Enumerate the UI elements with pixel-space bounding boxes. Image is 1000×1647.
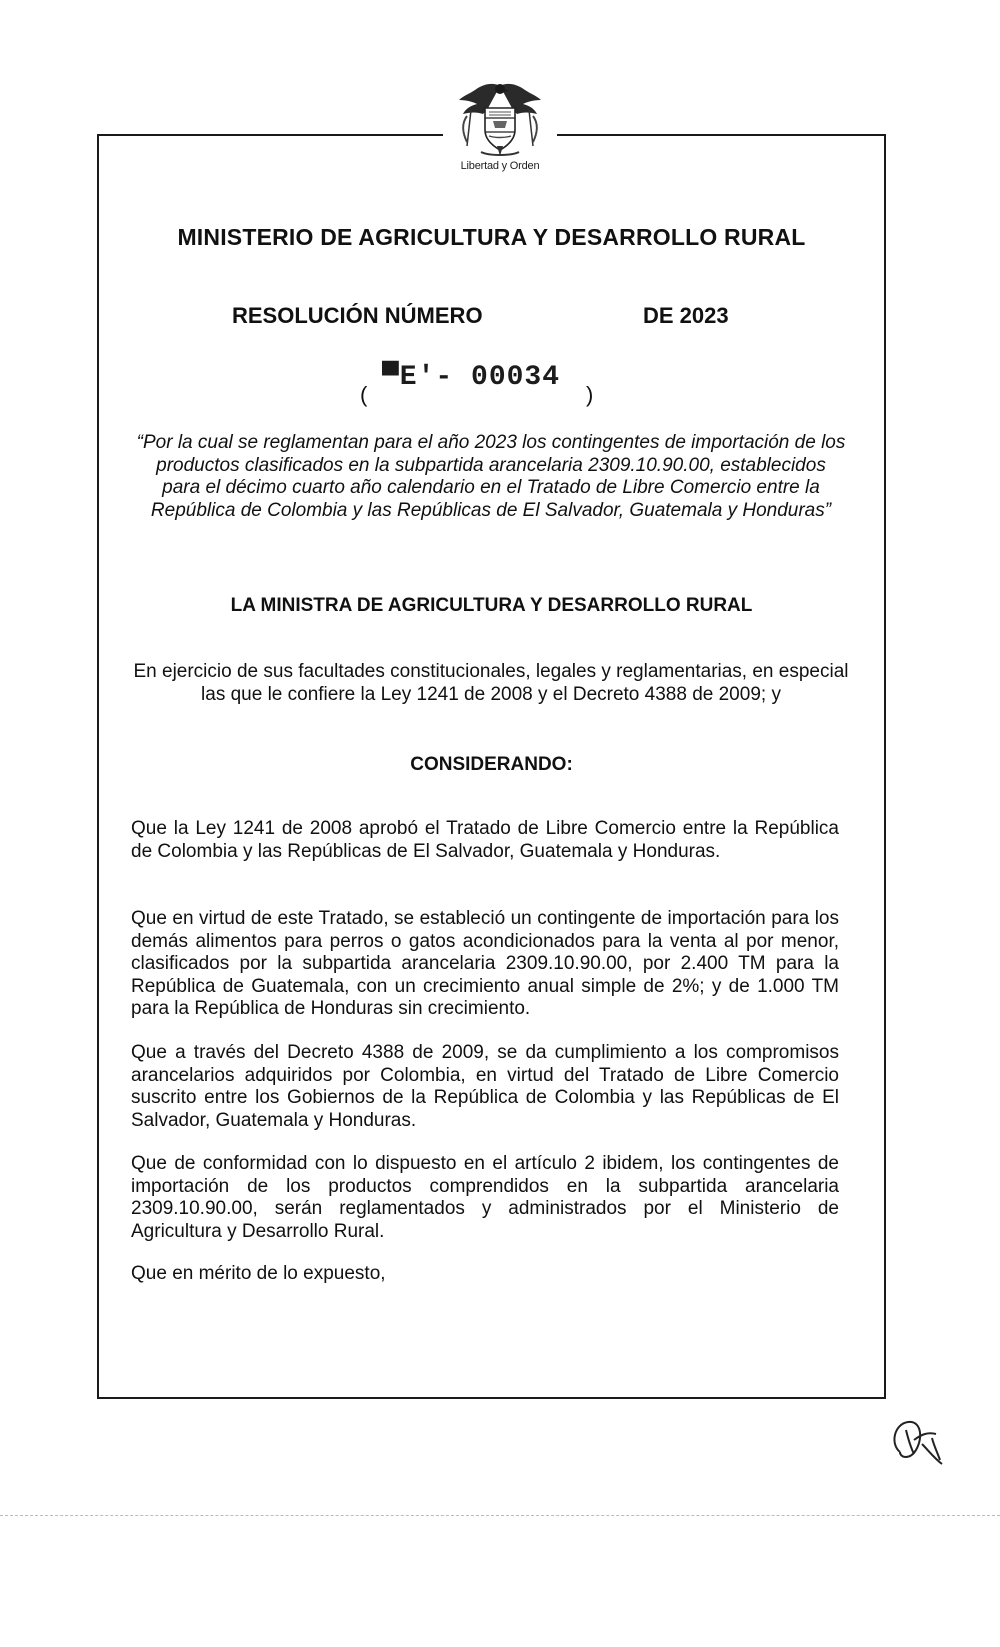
crest-motto: Libertad y Orden [460,160,540,172]
considering-paragraph: Que en virtud de este Tratado, se estableció un contingente de importación para los demás alimentos para perros o gatos acondicionados para la venta al por menor, clasificados por la subpartida arancelaria 2309.10.90.00, por 2.400 TM para la República de Guatemala, con un crecimiento anual simple de 2%; y de 1.000 TM para la República de Honduras sin crecimiento. [131,908,839,1019]
crest-block [443,80,557,176]
ministry-title: MINISTERIO DE AGRICULTURA Y DESARROLLO RURAL [177,224,806,250]
paren-open: ( [360,382,368,407]
paren-close: ) [586,382,594,407]
resolution-number-stamp [358,360,608,410]
signature-block [888,1410,948,1475]
resolution-number: ▀E'- 00034 [382,362,561,393]
coat-of-arms-icon [457,80,543,160]
powers-clause: En ejercicio de sus facultades constitucionales, legales y reglamentarias, en especial las que le confiere la Ley 1241 de 2008 y el Decreto 4388 de 2009; y [133,661,849,705]
considering-paragraph: Que de conformidad con lo dispuesto en el artículo 2 ibidem, los contingentes de importación de los productos comprendidos en la subpartida arancelaria 2309.10.90.00, serán reglamentados y administrados por el Ministerio de Agricultura y Desarrollo Rural. [131,1153,839,1242]
considering-paragraph: Que a través del Decreto 4388 de 2009, se da cumplimiento a los compromisos arancelarios adquiridos por Colombia, en virtud del Tratado de Libre Comercio suscrito entre los Gobiernos de la República de Colombia y las Repúblicas de El Salvador, Guatemala y Honduras. [131,1042,839,1131]
resolution-label: RESOLUCIÓN NÚMERO [232,303,483,328]
page-edge-line [0,1515,1000,1516]
resolution-subject: “Por la cual se reglamentan para el año 2023 los contingentes de importación de los productos clasificados en la subpartida arancelaria 2309.10.90.00, establecidos para el décimo cuarto año calendario en el Tratado de Libre Comercio entre la República de Colombia y las Repúblicas de El Salvador, Guatemala y Honduras” [136,432,846,521]
handwritten-initials-icon [888,1410,948,1470]
resolution-year: DE 2023 [643,303,729,328]
considering-heading: CONSIDERANDO: [410,754,573,775]
considering-paragraph: Que la Ley 1241 de 2008 aprobó el Tratado de Libre Comercio entre la República de Colombia y las Repúblicas de El Salvador, Guatemala y Honduras. [131,818,839,862]
minister-title: LA MINISTRA DE AGRICULTURA Y DESARROLLO RURAL [230,595,753,616]
considering-paragraph: Que en mérito de lo expuesto, [131,1263,386,1284]
